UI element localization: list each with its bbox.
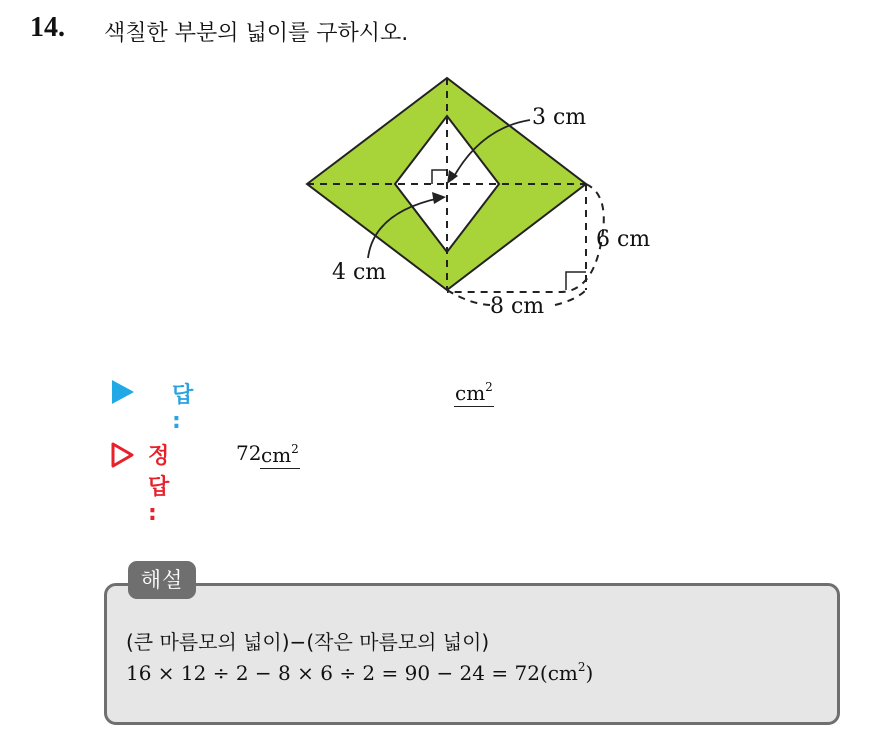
label-6cm: 6 cm <box>596 227 651 252</box>
solution-line-1: (큰 마름모의 넓이)−(작은 마름모의 넓이) <box>126 630 490 654</box>
answer-unit-base: cm <box>455 381 486 405</box>
solution-line-2-exp: 2 <box>577 660 586 674</box>
question-text: 색칠한 부분의 넓이를 구하시오. <box>104 21 409 46</box>
solution-tag: 해설 <box>128 561 196 599</box>
filled-triangle-icon <box>112 380 134 404</box>
answer-label: 답 : <box>172 383 194 434</box>
label-8cm: 8 cm <box>490 294 545 319</box>
correct-answer-unit-base: cm <box>261 443 292 467</box>
correct-answer-unit <box>260 436 300 469</box>
label-4cm: 4 cm <box>332 260 387 285</box>
solution-line-2 <box>126 660 593 685</box>
correct-answer-value: 72 <box>236 441 262 465</box>
answer-unit-exp: 2 <box>485 380 493 394</box>
question-number: 14. <box>30 12 65 43</box>
correct-answer-label: 정답 : <box>148 444 170 526</box>
correct-answer-unit-exp: 2 <box>291 442 299 456</box>
arrowhead-4cm <box>432 192 446 204</box>
center-right-angle-mark <box>432 170 446 184</box>
solution-line-2-end: ) <box>585 661 594 685</box>
rhombus-figure <box>290 66 680 326</box>
outline-triangle-icon <box>110 441 136 469</box>
solution-line-2-main: 16 × 12 ÷ 2 − 8 × 6 ÷ 2 = 90 − 24 = 72(cm <box>126 661 578 685</box>
label-3cm: 3 cm <box>532 105 587 130</box>
answer-unit <box>454 374 494 407</box>
